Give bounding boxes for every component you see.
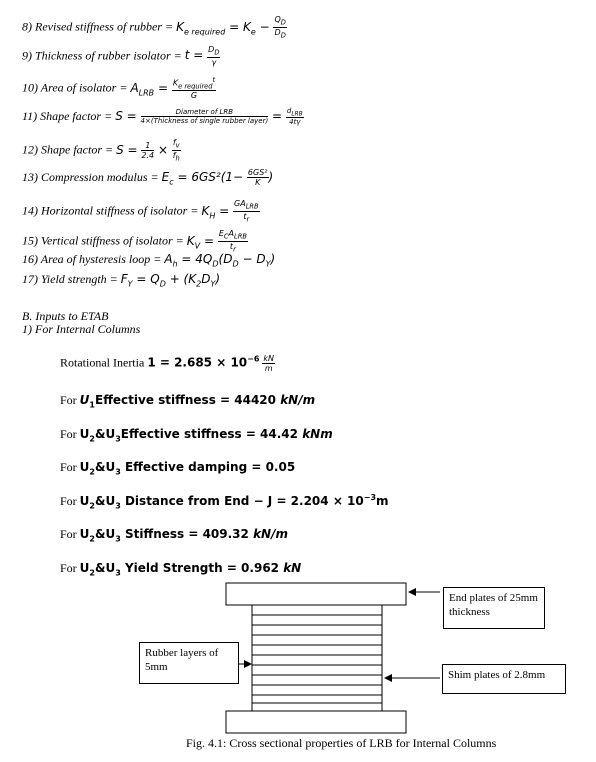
item-12-formula: S = $\frac{1}{2.4}$ × $\frac{f_v}{f_h}$ — [116, 138, 180, 163]
item-13-formula: $E_c = 6GS^2(1-$ $\frac{\text{6GS²}}{K}$ ) — [161, 168, 274, 187]
u23-effective-damping: For $U_2\&U_3$ Effective damping = 0.05 — [60, 460, 296, 477]
item-12-label: 12) Shape factor = — [22, 142, 114, 157]
figure-caption: Fig. 4.1: Cross sectional properties of LRB for Internal Columns — [186, 736, 497, 750]
u23-effective-stiffness: For $U_2\&U_3Effective$ stiffness = 44.42 kNm — [60, 427, 333, 444]
u23-distance-from-end: For $U_2\&U_3$ Distance from End − $J = 2.204 \times 10^{-3}m$ — [60, 493, 389, 511]
section-b-heading: B. Inputs to ETAB — [22, 309, 109, 323]
item-17-formula: $F_Y = Q_D + (K_2D_Y)$ — [120, 272, 221, 289]
item-11 — [22, 107, 304, 126]
item-15-formula: $K_V$ = $\frac{E_CA_{LRB}}{t_r}$ — [186, 229, 247, 254]
item-13-label: 13) Compression modulus = — [22, 170, 159, 184]
label-shim-plates: Shim plates of 2.8mm — [442, 664, 566, 694]
item-13 — [22, 168, 273, 187]
item-8-formula: $K_{e required} = K_e$ − $\frac{Q_D}{D_D}$ — [176, 15, 286, 40]
label-end-plates: End plates of 25mm thickness — [443, 587, 545, 629]
item-8 — [22, 15, 287, 39]
item-17-label: 17) Yield strength = — [22, 272, 118, 286]
item-11-label: 11) Shape factor = — [22, 109, 113, 124]
u23-yield-strength: For $U_2\&U_3$ Yield Strength = 0.962 kN — [60, 561, 302, 578]
item-15-label: 15) Vertical stiffness of isolator = — [22, 233, 184, 248]
bottom-end-plate — [226, 711, 406, 733]
u23-stiffness: For $U_2\&U_3$ Stiffness = 409.32 kN/m — [60, 527, 288, 544]
section-b-subheading: 1) For Internal Columns — [22, 322, 141, 336]
label-rubber-layers: Rubber layers of 5mm — [139, 642, 239, 684]
top-end-plate — [226, 583, 406, 605]
u1-effective-stiffness: For $U_1Effective$ stiffness = 44420 kN/m — [60, 393, 316, 410]
item-14 — [22, 199, 260, 223]
item-16-label: 16) Area of hysteresis loop = — [22, 252, 162, 266]
item-14-label: 14) Horizontal stiffness of isolator = — [22, 203, 199, 218]
item-8-label: 8) Revised stiffness of rubber = — [22, 19, 174, 34]
item-10-label: 10) Area of isolator = — [22, 80, 128, 95]
item-10-formula: $A_{LRB}$ = $\frac{K_{e required}^t}{G}$ — [130, 76, 216, 101]
rotational-inertia-line: Rotational Inertia $1 = 2.685 \times 10^{-6}$ $\frac{kN}{m}$ — [60, 354, 275, 373]
item-11-formula: S = $\frac{\text{Diameter of LRB}}{\text{4×(Thickness of single rubber layer)}}$ = $\frac{d_{LRB}}{4t\gamma}$ — [115, 107, 303, 127]
item-9-formula: t = $\frac{D_D}{\gamma}$ — [184, 45, 220, 67]
item-16 — [22, 252, 275, 268]
item-9-label: 9) Thickness of rubber isolator = — [22, 48, 182, 63]
item-12 — [22, 138, 181, 162]
item-9 — [22, 45, 220, 67]
item-16-formula: $A_h = 4Q_D(D_D - D_Y)$ — [164, 252, 276, 269]
item-15 — [22, 229, 248, 253]
item-14-formula: $K_H$ = $\frac{GA_{LRB}}{t_r}$ — [201, 199, 259, 224]
arrow-shim-plates — [384, 674, 440, 682]
arrow-end-plates — [408, 588, 440, 596]
item-17 — [22, 272, 220, 288]
item-10 — [22, 76, 216, 100]
